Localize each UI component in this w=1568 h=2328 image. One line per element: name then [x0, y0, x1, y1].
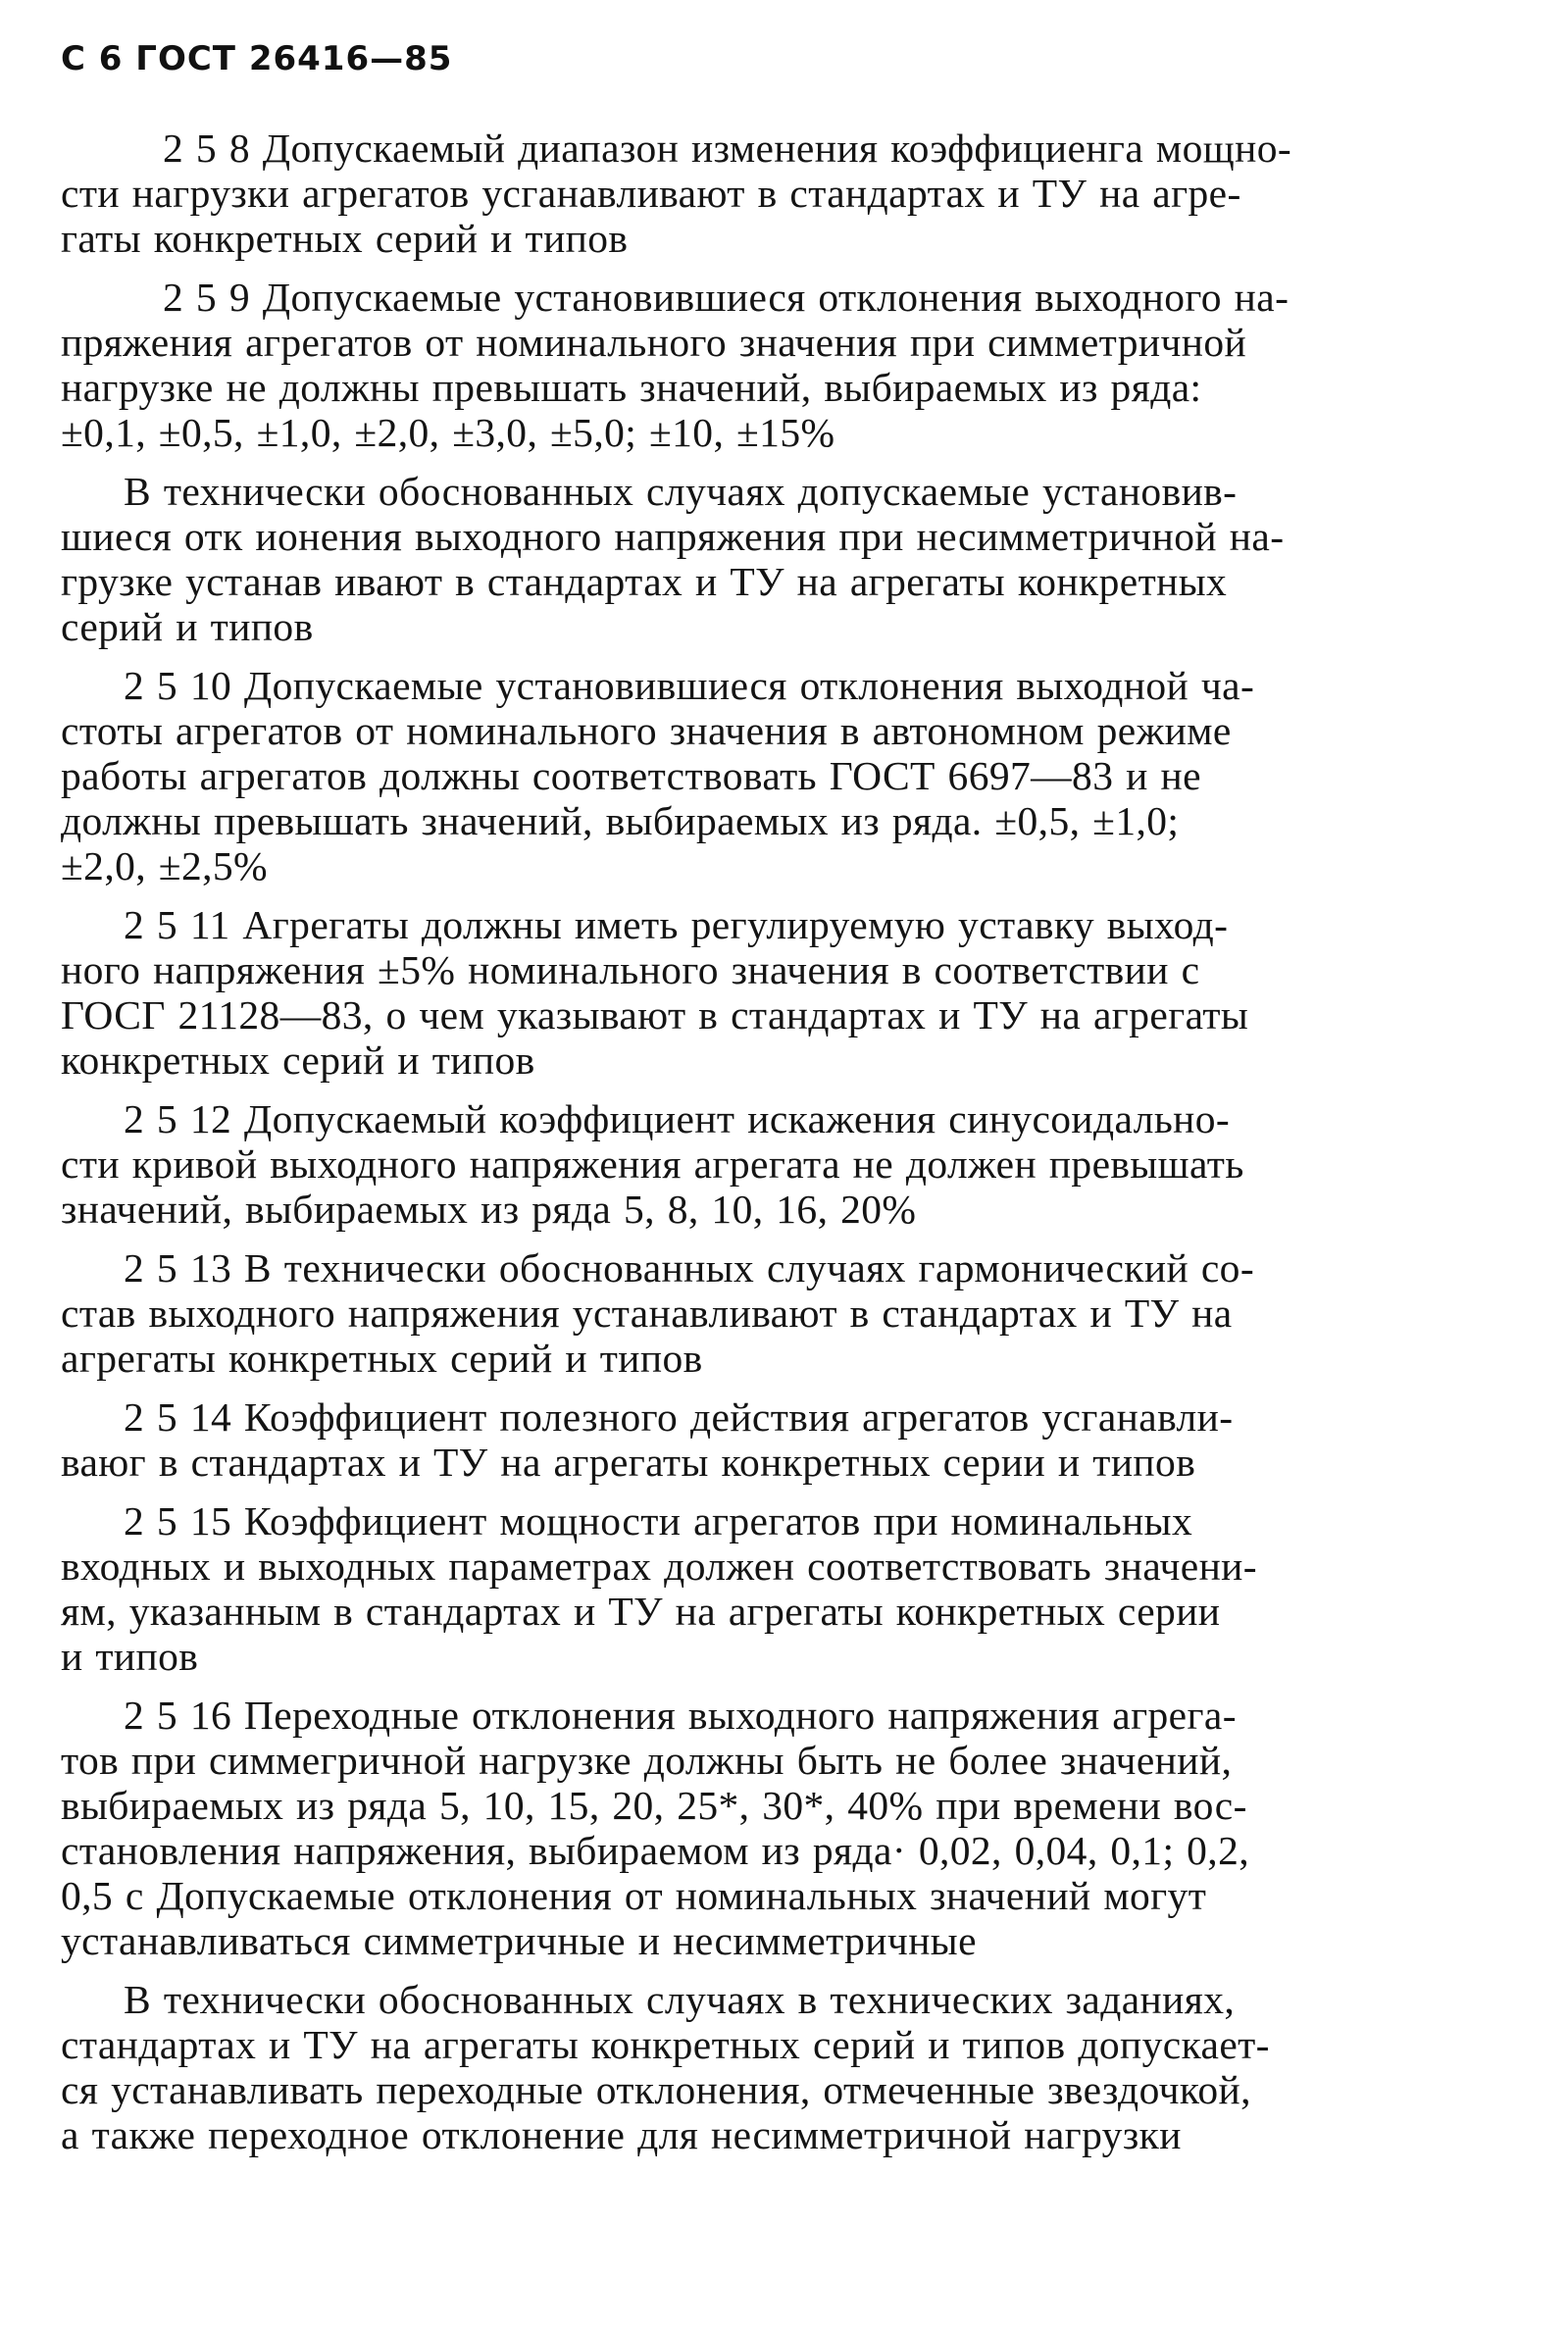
paragraph-2-5-16 [61, 1693, 1443, 1963]
text-line: В технически обоснованных случаях допускаемые установив- [124, 469, 1238, 514]
text-line: и типов [61, 1634, 199, 1679]
text-line: стандартах и ТУ на агрегаты конкретных серий и типов допускает- [61, 2022, 1270, 2067]
text-line: должны превышать значений, выбираемых из ряда. ±0,5, ±1,0; [61, 798, 1180, 843]
text-line: сти кривой выходного напряжения агрегата не должен превышать [61, 1141, 1244, 1187]
paragraph-2-5-15 [61, 1498, 1443, 1679]
page-header: С 6 ГОСТ 26416—85 [61, 39, 453, 78]
text-line: шиеся отк ионения выходного напряжения при несимметричной на- [61, 514, 1285, 559]
text-line: ±0,1, ±0,5, ±1,0, ±2,0, ±3,0, ±5,0; ±10, ±15% [61, 410, 835, 455]
text-line: ±2,0, ±2,5% [61, 843, 269, 888]
text-line: 2 5 10 Допускаемые установившиеся отклонения выходной ча- [124, 663, 1255, 708]
paragraph-2-5-12 [61, 1096, 1443, 1232]
text-line: 2 5 8 Допускаемый диапазон изменения коэффициенга мощно- [163, 126, 1292, 171]
text-line: нагрузке не должны превышать значений, выбираемых из ряда: [61, 365, 1202, 410]
text-line: гаты конкретных серий и типов [61, 216, 629, 261]
text-line: ям, указанным в стандартах и ТУ на агрегаты конкретных серии [61, 1589, 1221, 1634]
paragraph-2-5-14 [61, 1394, 1443, 1485]
text-line: выбираемых из ряда 5, 10, 15, 20, 25*, 30*, 40% при времени вос- [61, 1783, 1247, 1828]
text-line: серий и типов [61, 604, 314, 649]
text-line: 2 5 12 Допускаемый коэффициент искажения синусоидально- [124, 1096, 1231, 1141]
text-line: ваюг в стандартах и ТУ на агрегаты конкретных серии и типов [61, 1440, 1196, 1485]
text-line: устанавливаться симметричные и несимметричные [61, 1918, 977, 1963]
text-line: значений, выбираемых из ряда 5, 8, 10, 16, 20% [61, 1187, 917, 1232]
paragraph-2-5-16-note [61, 1977, 1443, 2157]
paragraph-2-5-8 [61, 126, 1443, 261]
text-line: становления напряжения, выбираемом из ряда· 0,02, 0,04, 0,1; 0,2, [61, 1828, 1250, 1873]
text-line: работы агрегатов должны соответствовать ГОСТ 6697—83 и не [61, 753, 1201, 798]
text-line: ся устанавливать переходные отклонения, отмеченные звездочкой, [61, 2067, 1251, 2112]
text-line: входных и выходных параметрах должен соответствовать значени- [61, 1544, 1258, 1589]
text-line: конкретных серий и типов [61, 1037, 535, 1083]
text-line: 2 5 15 Коэффициент мощности агрегатов при номинальных [124, 1498, 1193, 1544]
text-line: агрегаты конкретных серий и типов [61, 1336, 703, 1381]
paragraph-2-5-10 [61, 663, 1443, 888]
paragraph-2-5-9 [61, 275, 1443, 455]
text-line: 2 5 16 Переходные отклонения выходного напряжения агрега- [124, 1693, 1237, 1738]
text-line: 2 5 14 Коэффициент полезного действия агрегатов усганавли- [124, 1394, 1234, 1440]
text-line: сти нагрузки агрегатов усганавливают в стандартах и ТУ на агре- [61, 171, 1241, 216]
text-line: 2 5 9 Допускаемые установившиеся отклонения выходного на- [163, 275, 1290, 320]
paragraph-2-5-11 [61, 902, 1443, 1083]
text-line: ГОСГ 21128—83, о чем указывают в стандартах и ТУ на агрегаты [61, 992, 1249, 1037]
text-line: 2 5 13 В технически обоснованных случаях гармонический со- [124, 1245, 1255, 1291]
text-line: ного напряжения ±5% номинального значения в соответствии с [61, 947, 1200, 992]
text-line: 0,5 с Допускаемые отклонения от номинальных значений могут [61, 1873, 1207, 1918]
paragraph-2-5-9-note [61, 469, 1443, 649]
text-line: а также переходное отклонение для несимметричной нагрузки [61, 2112, 1182, 2157]
text-line: грузке устанав ивают в стандартах и ТУ на агрегаты конкретных [61, 559, 1228, 604]
text-line: став выходного напряжения устанавливают в стандартах и ТУ на [61, 1291, 1233, 1336]
text-line: В технически обоснованных случаях в технических заданиях, [124, 1977, 1236, 2022]
text-line: стоты агрегатов от номинального значения в автономном режиме [61, 708, 1232, 753]
paragraph-2-5-13 [61, 1245, 1443, 1381]
document-body [61, 126, 1443, 2171]
text-line: тов при симмегричной нагрузке должны быть не более значений, [61, 1738, 1233, 1783]
text-line: пряжения агрегатов от номинального значения при симметричной [61, 320, 1247, 365]
text-line: 2 5 11 Агрегаты должны иметь регулируемую уставку выход- [124, 902, 1229, 947]
